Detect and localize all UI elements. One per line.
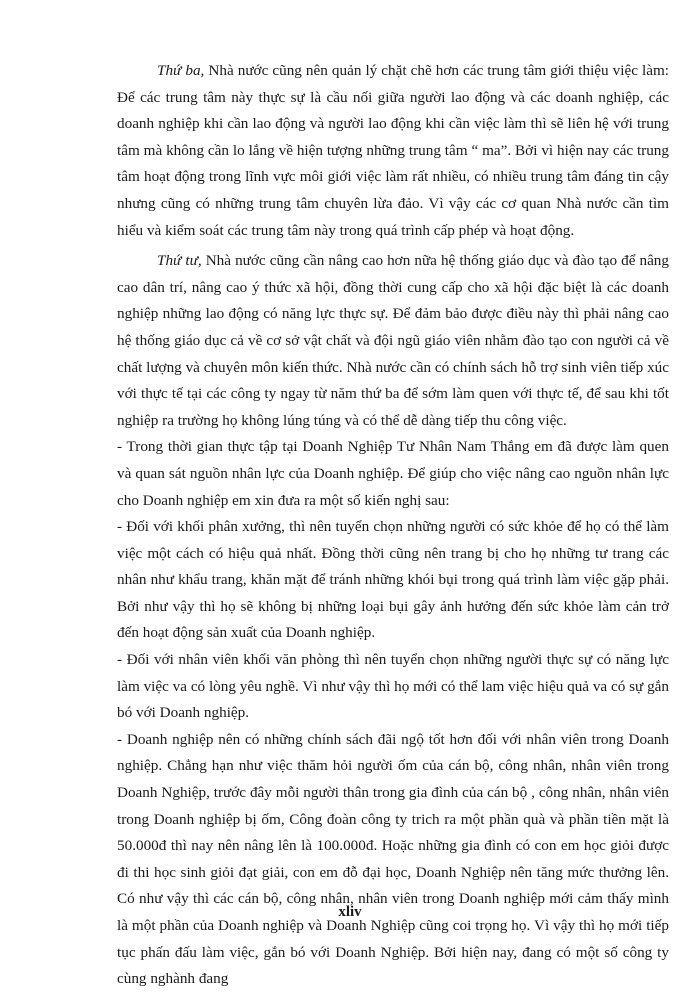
paragraph-workshop-staff: - Đối với khối phân xưởng, thì nên tuyển chọn những người có sức khỏe để họ có thể làm việc một cách có hiệu quả nhất. Đồng thời cũng nên trang bị cho họ những tư trang các nhân như khẩu trang, khăn mặt để tránh những khói bụi trong quá trình làm việc gặp phải. Bởi như vậy thì họ sẽ không bị những loại bụi gây ảnh hưởng đến sức khỏe làm cản trở đến hoạt động sản xuất của Doanh nghiệp. xyxy=(117,518,669,642)
paragraph-welfare-policy: - Doanh nghiệp nên có những chính sách đãi ngộ tốt hơn đối với nhân viên trong Doanh nghiệp. Chẳng hạn như việc thăm hỏi người ốm của cán bộ, công nhân, nhân viên trong Doanh Nghiệp, trước đây mỗi người thân trong gia đình của cán bộ , công nhân, nhân viên trong Doanh nghiệp bị ốm, Công đoàn công ty trich ra một phần quà và phần tiền mặt là 50.000đ thì nay nên nâng lên là 100.000đ. Hoặc những gia đình có con em học giỏi được đi thi học sinh giỏi đạt giải, con em đỗ đại học, Doanh Nghiệp nên tăng mức thưởng lên. Có như vậy thì các cán bộ, công nhân, nhân viên trong Doanh nghiệp mới cảm thấy mình là một phần của Doanh nghiệp và Doanh Nghiệp cũng coi trọng họ. Vì vậy thì họ mới tiếp tục phấn đấu làm việc, gắn bó với Doanh Nghiệp. Bởi hiện nay, đang có một số công ty cùng nghành đang xyxy=(117,730,669,988)
document-page xyxy=(117,58,669,993)
paragraph-thu-ba xyxy=(117,58,669,244)
paragraph-text: Nhà nước cũng cần nâng cao hơn nữa hệ thống giáo dục và đào tạo để nâng cao dân trí, nâng cao ý thức xã hội, đồng thời cung cấp cho xã hội đặc biệt là các doanh nghiệp những lao động có năng lực thực sự. Để đảm bảo được điều này thì phải nâng cao hệ thống giáo dục cả về cơ sở vật chất và đội ngũ giáo viên nhằm đào tạo con người cả về chất lượng và chuyên môn kiến thức. Nhà nước cần có chính sách hỗ trợ sinh viên tiếp xúc với thực tế tại các công ty ngay từ năm thứ ba để sớm làm quen với thực tế, để sau khi tốt nghiệp ra trường họ không lúng túng và có thể dễ dàng tiếp thu công việc. xyxy=(117,252,669,429)
page-number: xliv xyxy=(338,904,362,920)
paragraph-lead: Thứ ba, xyxy=(157,62,205,79)
paragraph-text: Nhà nước cũng nên quản lý chặt chẽ hơn các trung tâm giới thiệu việc làm: Để các trung tâm này thực sự là cầu nối giữa người lao động và các doanh nghiệp, các doanh nghiệp khi cần lao động và người lao động khi cần việc làm thì sẽ liên hệ với trung tâm mà không cần lo lắng về hiện tượng những trung tâm “ ma”. Bởi vì hiện nay các trung tâm hoạt động trong lĩnh vực môi giới việc làm rất nhiều, có nhiều trung tâm đáng tin cậy nhưng cũng có những trung tâm chuyên lừa đảo. Vì vậy các cơ quan Nhà nước cần tìm hiểu và kiểm soát các trung tâm này trong quá trình cấp phép và hoạt động. xyxy=(117,62,669,239)
paragraph-thu-tu xyxy=(117,248,669,434)
paragraph-internship-intro: - Trong thời gian thực tập tại Doanh Nghiệp Tư Nhân Nam Thắng em đã được làm quen và quan sát nguồn nhân lực của Doanh nghiệp. Để giúp cho việc nâng cao nguồn nhân lực cho Doanh nghiệp em xin đưa ra một số kiến nghị sau: xyxy=(117,438,669,509)
paragraph-office-staff: - Đối với nhân viên khối văn phòng thì nên tuyển chọn những người thực sự có năng lực làm việc va có lòng yêu nghề. Vì như vậy thì họ mới có thể lam việc hiệu quả va có sự gắn bó với Doanh nghiệp. xyxy=(117,651,669,722)
paragraph-lead: Thứ tư, xyxy=(157,252,202,270)
